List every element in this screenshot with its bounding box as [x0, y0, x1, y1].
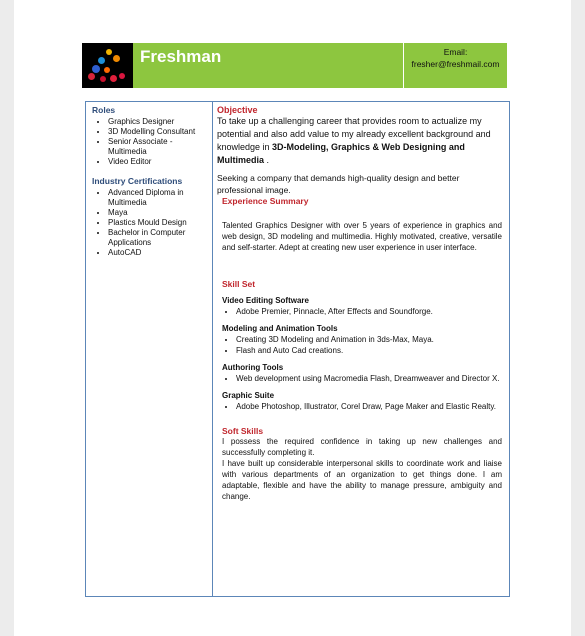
skill-group-list	[222, 401, 502, 412]
cert-item: • Plastics Mould Design	[108, 218, 208, 228]
roles-title: Roles	[92, 105, 116, 115]
skill-group-title: Video Editing Software	[222, 296, 309, 305]
cert-item: • Advanced Diploma in Multimedia	[108, 188, 208, 208]
experience-text: Talented Graphics Designer with over 5 years of experience in graphics and web design, 3D modeling and multimedia. Highly motivated, creative, versatile and self-starter. Adept at creating new user experience in user interface.	[222, 221, 502, 252]
resume-header	[82, 43, 507, 88]
role-item: • 3D Modelling Consultant	[108, 127, 208, 137]
soft-skills-title: Soft Skills	[222, 426, 264, 436]
skill-item: • Adobe Premier, Pinnacle, After Effects and Soundforge.	[236, 306, 502, 317]
skillset-title: Skill Set	[222, 279, 256, 289]
skill-item: • Web development using Macromedia Flash, Dreamweaver and Director X.	[236, 373, 502, 384]
role-item: • Senior Associate - Multimedia	[108, 137, 208, 157]
skill-group-list	[222, 334, 502, 356]
right-column	[217, 105, 502, 502]
role-item: • Graphics Designer	[108, 117, 208, 127]
skill-item: • Flash and Auto Cad creations.	[236, 345, 502, 356]
soft-skills-para: I possess the required confidence in taking up new challenges and successfully completing it.	[222, 437, 502, 457]
skill-group-title: Authoring Tools	[222, 363, 284, 372]
cert-item: • Bachelor in Computer Applications	[108, 228, 208, 248]
email-label: Email:	[443, 47, 468, 57]
objective-bold-text: 3D-Modeling, Graphics & Web Designing and Multimedia	[217, 142, 465, 165]
candidate-name: Freshman	[133, 43, 404, 88]
cert-item: • Maya	[108, 208, 208, 218]
objective-text	[217, 115, 502, 167]
soft-skills-para: I have built up considerable interpersonal skills to coordinate work and liaise with various departments of an organization to get things done. I am adaptable, flexible and have the ability to manage pressure, ambiguity and change.	[222, 459, 502, 501]
email-block	[404, 43, 507, 88]
skill-group-list	[222, 373, 502, 384]
skill-group-list	[222, 306, 502, 317]
experience-section	[222, 196, 502, 502]
roles-list	[92, 117, 208, 167]
colorful-dots-logo-icon	[82, 43, 133, 88]
objective-text-part: To take up a challenging career that provides room to actualize my potential and also add value to my already excellent background and knowledge in	[217, 116, 491, 152]
objective-text-end: .	[264, 155, 270, 165]
certifications-list	[92, 188, 208, 258]
skill-group-title: Graphic Suite	[222, 391, 275, 400]
skill-item: • Adobe Photoshop, Illustrator, Corel Draw, Page Maker and Elastic Realty.	[236, 401, 502, 412]
experience-title: Experience Summary	[222, 196, 309, 206]
skill-group-title: Modeling and Animation Tools	[222, 324, 338, 333]
left-column	[92, 105, 208, 258]
objective-title: Objective	[217, 105, 258, 115]
resume-body	[85, 101, 510, 597]
column-divider	[212, 102, 213, 596]
cert-item: • AutoCAD	[108, 248, 208, 258]
certifications-title: Industry Certifications	[92, 176, 183, 186]
email-address[interactable]: fresher@freshmail.com	[411, 59, 500, 69]
seeking-text: Seeking a company that demands high-quality design and better professional image.	[217, 173, 460, 195]
skill-item: • Creating 3D Modeling and Animation in 3ds-Max, Maya.	[236, 334, 502, 345]
role-item: • Video Editor	[108, 157, 208, 167]
